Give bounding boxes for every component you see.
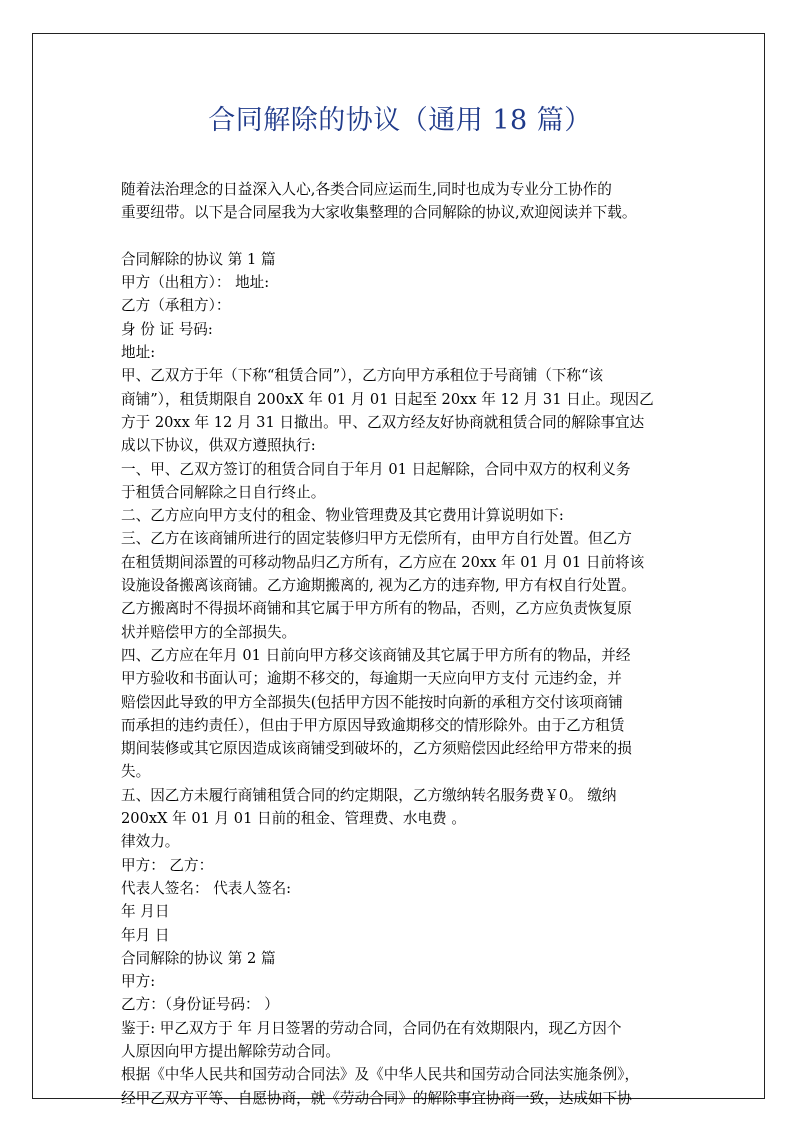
text-line: 根据《中华人民共和国劳动合同法》及《中华人民共和国劳动合同法实施条例》， <box>121 1066 640 1084</box>
text-line: 一、甲、乙双方签订的租赁合同自于年月 01 日起解除，合同中双方的权利义务 <box>121 460 631 478</box>
text-line: 重要纽带。以下是合同屋我为大家收集整理的合同解除的协议,欢迎阅读并下载。 <box>121 204 637 222</box>
blank-line <box>121 225 691 248</box>
text-line: 200xX 年 01 月 01 日前的租金、管理费、水电费 。 <box>121 810 466 828</box>
text-line: 二、乙方应向甲方支付的租金、物业管理费及其它费用计算说明如下: <box>121 507 564 525</box>
text-line: 合同解除的协议 第 2 篇 <box>121 949 276 967</box>
text-line: 年月 日 <box>121 926 170 944</box>
text-line: 三、乙方在该商铺所进行的固定装修归甲方无偿所有，由甲方自行处置。但乙方 <box>121 530 632 548</box>
text-line: 律效力。 <box>121 833 180 851</box>
text-line: 设施设备搬离该商铺。乙方逾期搬离的, 视为乙方的违弃物, 甲方有权自行处置。 <box>121 577 636 595</box>
text-line: 失。 <box>121 763 151 781</box>
text-line: 地址: <box>121 344 156 362</box>
text-line: 期间装修或其它原因造成该商铺受到破坏的，乙方须赔偿因此经给甲方带来的损 <box>121 740 632 758</box>
text-line: 身 份 证 号码: <box>121 320 213 338</box>
text-line: 四、乙方应在年月 01 日前向甲方移交该商铺及其它属于甲方所有的物品，并经 <box>121 646 631 664</box>
document-body <box>121 178 691 1110</box>
text-line: 状并赔偿甲方的全部损失。 <box>121 623 297 641</box>
text-line: 甲方： 乙方： <box>121 856 214 874</box>
text-line: 方于 20xx 年 12 月 31 日撤出。甲、乙双方经友好协商就租赁合同的解除事宜达 <box>121 413 645 431</box>
text-line: 鉴于: 甲乙双方于 年 月日签署的劳动合同，合同仍在有效期限内，现乙方因个 <box>121 1019 622 1037</box>
text-line: 代表人签名： 代表人签名: <box>121 879 292 897</box>
text-line: 人原因向甲方提出解除劳动合同。 <box>121 1042 340 1060</box>
text-line: 而承担的违约责任），但由于甲方原因导致逾期移交的情形除外。由于乙方租赁 <box>121 716 625 734</box>
text-line: 甲、乙双方于年（下称“租赁合同”），乙方向甲方承租位于号商铺（下称“该 <box>121 367 604 385</box>
text-line: 年 月日 <box>121 903 170 921</box>
text-line: 在租赁期间添置的可移动物品归乙方所有，乙方应在 20xx 年 01 月 01 日前将该 <box>121 553 645 571</box>
text-line: 商铺”），租赁期限自 200xX 年 01 月 01 日起至 20xx 年 12 月 31 日止。现因乙 <box>121 390 654 408</box>
text-line: 成以下协议，供双方遵照执行: <box>121 437 316 455</box>
text-line: 乙方搬离时不得损坏商铺和其它属于甲方所有的物品，否则，乙方应负责恢复原 <box>121 600 632 618</box>
text-line: 甲方（出租方）： 地址: <box>121 274 270 292</box>
text-line: 赔偿因此导致的甲方全部损失(包括甲方因不能按时向新的承租方交付该项商铺 <box>121 693 623 711</box>
text-line: 甲方: <box>121 973 156 991</box>
text-line: 合同解除的协议 第 1 篇 <box>121 250 276 268</box>
text-line: 甲方验收和书面认可；逾期不移交的，每逾期一天应向甲方支付 元违约金，并 <box>121 670 622 688</box>
text-line: 乙方（承租方）： <box>121 297 231 315</box>
document-title: 合同解除的协议（通用 18 篇） <box>208 105 592 136</box>
text-line: 于租赁合同解除之日自行终止。 <box>121 483 326 501</box>
text-line: 乙方：（身份证号码： ） <box>121 996 279 1014</box>
text-line: 经甲乙双方平等、自愿协商，就《劳动合同》的解除事宜协商一致，达成如下协 <box>121 1089 632 1107</box>
text-line: 五、因乙方未履行商铺租赁合同的约定期限，乙方缴纳转名服务费￥0。 缴纳 <box>121 786 617 804</box>
text-line: 随着法治理念的日益深入人心,各类合同应运而生,同时也成为专业分工协作的 <box>121 181 612 198</box>
